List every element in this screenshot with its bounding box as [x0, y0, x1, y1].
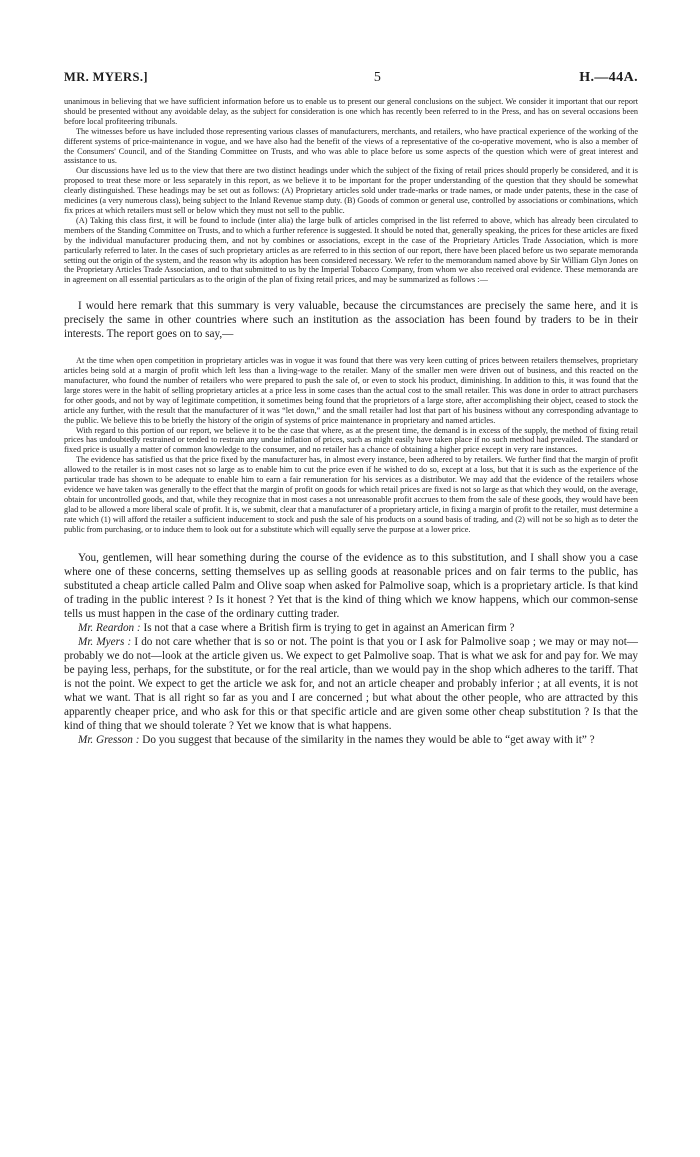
speaker-text: Is not that a case where a British firm is trying to get in against an American firm ? — [143, 621, 515, 634]
speech-paragraph: You, gentlemen, will hear something during the course of the evidence as to this substitution, and I shall show you a case where one of these concerns, setting themselves up as selling goods at reasonable prices and on fair terms to the public, has substituted a cheap article called Palm and Olive soap when asked for Palmolive soap, which is a proprietary article. Is that kind of trading in the public interest ? Is it honest ? Yet that is the kind of thing which we know happens, which our common-sense tells us must happen in the case of the ordinary cutting trader. — [64, 551, 638, 620]
quote-paragraph: (A) Taking this class first, it will be found to include (inter alia) the large bulk of articles comprised in the list referred to above, which has already been circulated to members of the Standing Committee on Trusts, and to which a further reference is suggested. It should be noted that, generally speaking, the prices for these articles are fixed by the individual manufacturer producing them, and not by combines or associations, except in the case of the Proprietary Articles Trade Association, which is more particularly referred to later. In the cases of such proprietary articles as are referred to in this section of our report, there have been placed before us two separate memoranda setting out the origin of the system, and the reason why its adoption has been considered necessary. We refer to the memorandum named above by Sir William Glyn Jones on the Proprietary Articles Trade Association, and to that submitted to us by the Imperial Tobacco Company, from whom we also received oral evidence. These memoranda are in agreement on all essential particulars as to the origin of the plan of fixing retail prices, and may be summarized as follows :— — [64, 215, 638, 285]
quote-paragraph: Our discussions have led us to the view that there are two distinct headings under which the subject of the fixing of retail prices should properly be considered, and it is proposed to treat these more or less separately in this report, as we believe it to be important for the proper understanding of the question that they should be somewhat clearly distinguished. These headings may be set out as follows: (A) Proprietary articles sold under trade-marks or trade names, or made under patents, these in the case of medicines (a very numerous class), being subject to the Inland Revenue stamp duty. (B) Goods of common or general use, controlled by associations or combinations, which fix prices at which retailers must sell or below which they must not sell to the public. — [64, 166, 638, 215]
exchange-paragraph — [64, 733, 638, 747]
speech-transcript — [64, 551, 638, 747]
page-number: 5 — [373, 70, 382, 85]
speaker-text: I do not care whether that is so or not. The point is that you or I ask for Palmolive soap ; we may or may not—probably we do not—look at the article given us. We expect to get Palmolive soap. That is what we ask for and pay for. We may be paying less, perhaps, for the substitute, or for the real article, than we would pay in the shop which adheres to the tariff. That is not the point. We expect to get the article we ask for, and not an article cheaper and probably inferior ; at all events, it is not what we want. That is all right so far as you and I are concerned ; but what about the other people, who are attracted by this apparently cheaper price, and who ask for this or that specific article and are given some other cheap substitution ? Is that the kind of thing that we should tolerate ? Yet we know that is what happens. — [64, 635, 638, 732]
quote-paragraph: unanimous in believing that we have sufficient information before us to enable us to present our general conclusions on the subject. We consider it important that our report should be presented without any avoidable delay, as the subject for consideration is one which has recently been referred to in the Press, and has on several occasions been before local profiteering tribunals. — [64, 97, 638, 126]
speaker-name: Mr. Gresson : — [78, 733, 140, 746]
speaker-remark: I would here remark that this summary is very valuable, because the circumstances are precisely the same here, and it is precisely the same in other countries where such an institution as the association has been found by traders to be in their interests. The report goes on to say,— — [64, 300, 638, 341]
quote-paragraph: The witnesses before us have included those representing various classes of manufacturers, merchants, and retailers, who have practical experience of the working of the different systems of price-maintenance in vogue, and we have also had the benefit of the views of a representative of the co-operative movement, who is also a member of the Consumers' Council, and of the Standing Committee on Trusts, and who was able to place before us some aspects of the question which were of great interest and assistance to us. — [64, 126, 638, 166]
header-speaker: MR. MYERS.] — [64, 70, 148, 84]
quote-paragraph: The evidence has satisfied us that the price fixed by the manufacturer has, in almost every instance, been adhered to by retailers. We further find that the margin of profit allowed to the retailer is in most cases not so large as to enable him to cut the price even if he wished to do so, except at a loss, but that it is such as the experience of the particular trade has shown to be adequate to enable him to earn a fair remuneration for his services as a distributor. We may add that the evidence of the retailers whose evidence we have taken was generally to the effect that the margin of profit on goods for which retail prices are fixed is not so large as that which they would, on the average, obtain for uncontrolled goods, and that, while they recognize that in most cases a not unreasonable profit accrues to them from the sale of these goods, they would have been glad to be allowed a more liberal scale of profit. It is, we submit, clear that a manufacturer of a proprietary article, in fixing a margin of profit to the retailer, must determine a rate which (1) will afford the retailer a sufficient inducement to stock and push the sale of his products on a sound basis of trading, and (2) will not be so high as to deter the public from purchasing, or to induce them to look out for a substitute which will equally serve the purpose at a lower price. — [64, 455, 638, 534]
exchange-paragraph — [64, 635, 638, 733]
speaker-text: Do you suggest that because of the similarity in the names they would be able to “get away with it” ? — [142, 733, 595, 746]
running-header — [64, 70, 638, 86]
quoted-report-extract-2 — [64, 356, 638, 534]
document-reference: H.—44A. — [579, 70, 638, 85]
quote-paragraph: At the time when open competition in proprietary articles was in vogue it was found that there was very keen cutting of prices between retailers themselves, proprietary articles being sold at a margin of profit which left less than a living-wage to the retailer. Many of the smaller men were driven out of business, and this reacted on the manufacturer, who found the number of retailers who were prepared to push the sale of, or even to stock his product, diminishing. In addition to this, it was found that the large stores were in the habit of selling proprietary articles at a price less in some cases than the actual cost to the small retailer. This was done in order to attract purchasers for other goods, and not by way of legitimate competition, it sometimes being found that the proprietors of a large store, after accomplishing their object, ceased to stock the article any further, with the result that the manufacturer of it was “let down,” and the small retailer had lost that part of his business without any corresponding advantage to the public. We believe this to be briefly the history of the origin of systems of price maintenance in proprietary and named articles. — [64, 356, 638, 425]
speaker-name: Mr. Reardon : — [78, 621, 141, 634]
quote-paragraph: With regard to this portion of our report, we believe it to be the case that where, as at the present time, the demand is in excess of the supply, the method of fixing retail prices has undoubtedly restrained or tended to restrain any undue inflation of prices, such as might easily have taken place if no such method had prevailed. The standard or fixed price is usually a matter of common knowledge to the consumer, and no retailer has a chance of obtaining a higher price except in very rare instances. — [64, 425, 638, 455]
exchange-paragraph — [64, 621, 638, 635]
speaker-name: Mr. Myers : — [78, 635, 132, 648]
quoted-report-extract-1 — [64, 97, 638, 285]
